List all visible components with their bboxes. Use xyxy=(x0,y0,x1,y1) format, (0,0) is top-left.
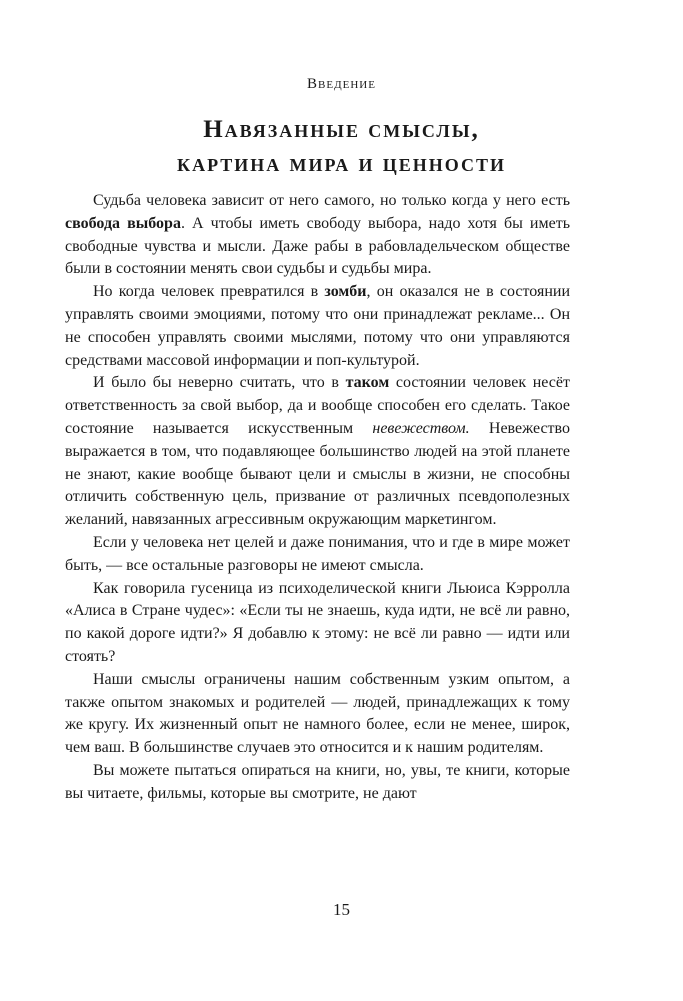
paragraph-1: Судьба человека зависит от него самого, но только когда у него есть свобода выбора. А чтобы иметь свободу выбора, надо хотя бы иметь свободные чувства и мысли. Даже рабы в рабовладельческом обществе были в состоянии менять свои судьбы и судьбы мира. xyxy=(65,192,571,278)
paragraph-6: Наши смыслы ограничены нашим собственным узким опытом, а также опытом знакомых и родителей — людей, принадлежащих к тому же кругу. Их жизненный опыт не намного более, если не менее, широк, чем ваш. В большинстве случаев это относится и к нашим родителям. xyxy=(65,670,570,757)
bold-term-such: таком xyxy=(345,374,390,392)
paragraph-7: Вы можете пытаться опираться на книги, но, увы, те книги, которые вы читаете, фильмы, которые вы смотрите, не дают xyxy=(65,761,570,802)
page-number: 15 xyxy=(333,900,350,919)
body-text xyxy=(65,190,570,806)
chapter-title xyxy=(60,113,623,181)
chapter-title-line-2: картина мира и ценности xyxy=(177,150,506,177)
running-head: Введение xyxy=(307,76,376,92)
italic-term-ignorance: невежеством. xyxy=(372,419,470,437)
paragraph-2: Но когда человек превратился в зомби, он оказался не в состоянии управлять своими эмоциями, потому что они принадлежат рекламе... Он не способен управлять своими мыслями, потому что они управляются средствами массовой информации и поп-культурой. xyxy=(65,283,571,369)
paragraph-4: Если у человека нет целей и даже понимания, что и где в мире может быть, — все остальные разговоры не имеют смысла. xyxy=(65,533,570,574)
bold-term-freedom-of-choice: свобода выбора xyxy=(65,214,181,232)
bold-term-zombie: зомби xyxy=(324,283,367,301)
paragraph-3: И было бы неверно считать, что в таком состоянии человек несёт ответственность за свой выбор, да и вообще способен его сделать. Такое состояние называется искусственным невежеством. Невежество выражается в том, что подавляющее большинство людей на этой планете не знают, какие вообще бывают цели и смыслы в жизни, не способны отличить собственную цель, призвание от различных псевдополезных желаний, навязанных агрессивным окружающим маркетингом. xyxy=(65,374,571,529)
paragraph-5: Как говорила гусеница из психоделической книги Льюиса Кэрролла «Алиса в Стране чудес»: «Если ты не знаешь, куда идти, не всё ли равно, по какой дороге идти?» Я добавлю к этому: не всё ли равно — идти или стоять? xyxy=(65,579,570,665)
chapter-title-line-1: Навязанные смыслы, xyxy=(203,116,480,143)
